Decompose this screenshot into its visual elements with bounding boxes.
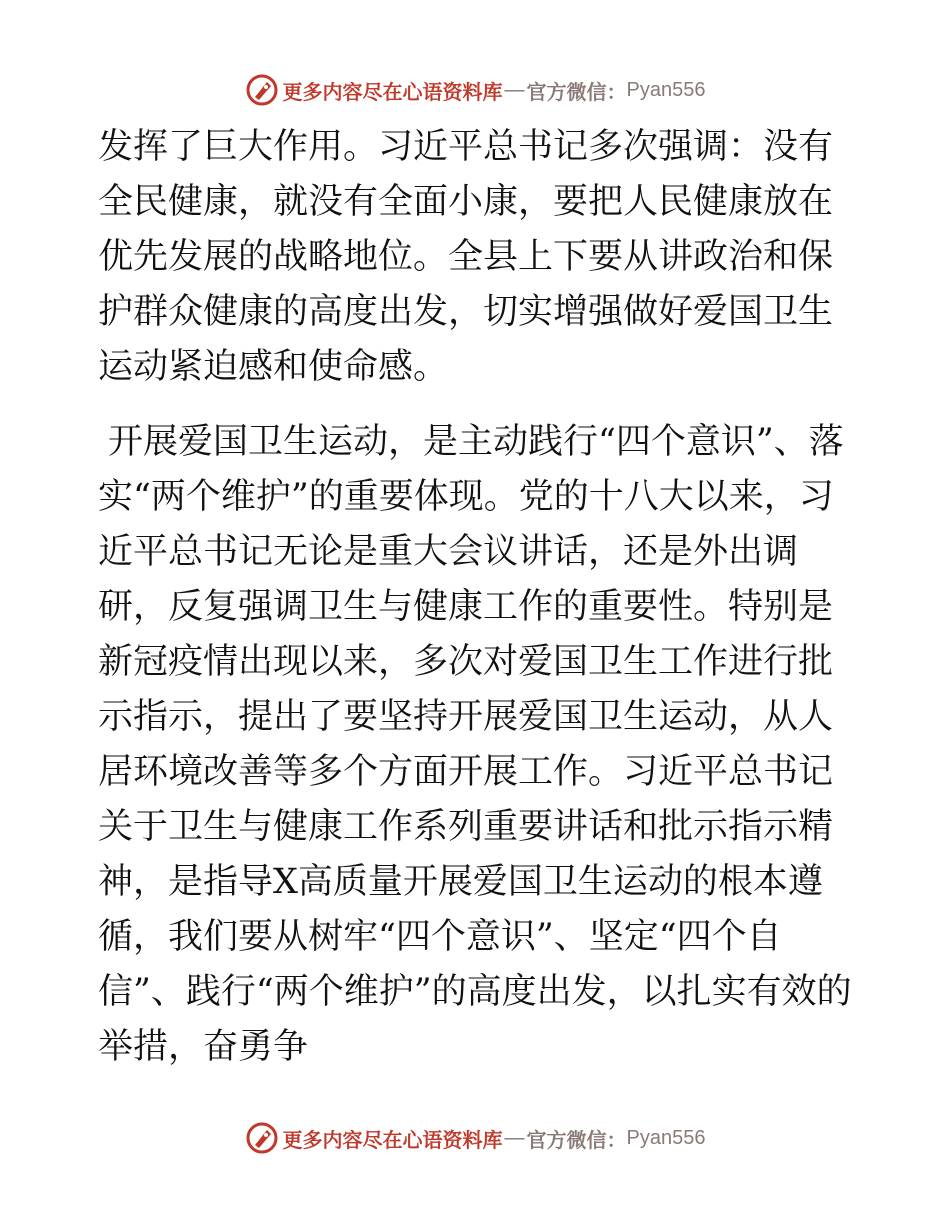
document-body	[98, 120, 858, 1075]
body-paragraph-2: 开展爱国卫生运动，是主动践行“四个意识”、落实“两个维护”的重要体现。党的十八大以来，习近平总书记无论是重大会议讲话，还是外出调研，反复强调卫生与健康工作的重要性。特别是新冠疫情出现以来，多次对爱国卫生工作进行批示指示，提出了要坚持开展爱国卫生运动，从人居环境改善等多个方面开展工作。习近平总书记关于卫生与健康工作系列重要讲话和批示指示精神，是指导X高质量开展爱国卫生运动的根本遵循，我们要从树牢“四个意识”、坚定“四个自信”、践行“两个维护”的高度出发，以扎实有效的举措，奋勇争	[98, 422, 852, 1067]
footer-site-text: 更多内容尽在心语资料库	[282, 1129, 503, 1152]
footer-wechat-label: 官方微信：	[526, 1129, 627, 1152]
header-site-text: 更多内容尽在心语资料库	[282, 81, 503, 104]
header-banner	[0, 70, 950, 110]
footer-dash: —	[504, 1126, 525, 1149]
header-dash: —	[504, 78, 525, 101]
pen-nib-logo-icon	[245, 1121, 279, 1155]
footer-wechat-id: Pyan556	[626, 1126, 706, 1149]
header-wechat-id: Pyan556	[626, 78, 706, 101]
header-wechat-label: 官方微信：	[526, 81, 627, 104]
body-paragraph-1: 发挥了巨大作用。习近平总书记多次强调：没有全民健康，就没有全面小康，要把人民健康放在优先发展的战略地位。全县上下要从讲政治和保护群众健康的高度出发，切实增强做好爱国卫生运动紧迫感和使命感。	[98, 127, 834, 387]
footer-banner	[0, 1118, 950, 1158]
pen-nib-logo-icon	[245, 73, 279, 107]
